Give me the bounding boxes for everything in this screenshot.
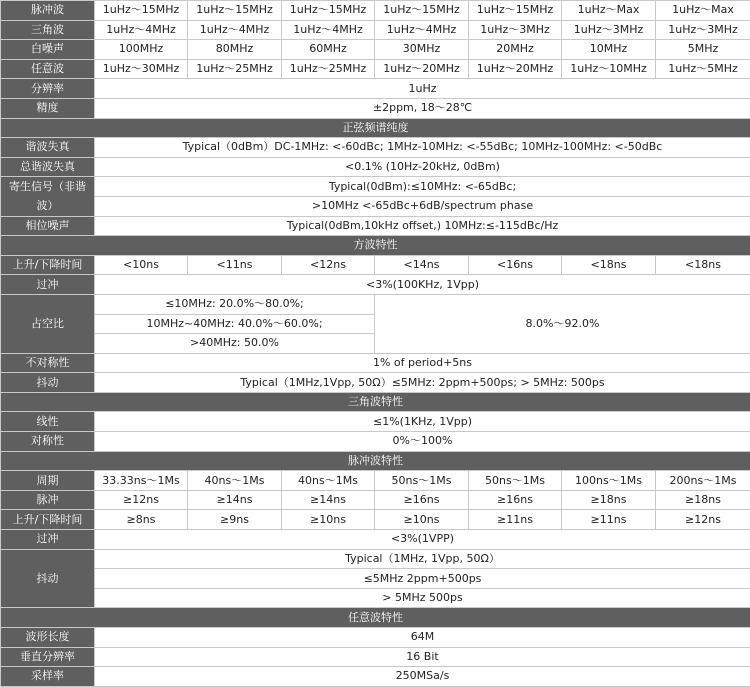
row-harmonic	[1, 138, 750, 158]
row-label: 线性	[1, 412, 95, 432]
row-period	[1, 471, 750, 491]
row-spurious-2	[1, 196, 750, 216]
value-cell: 250MSa/s	[95, 667, 750, 687]
value-cell: 1uHz～4MHz	[188, 20, 282, 40]
row-asymmetry	[1, 353, 750, 373]
value-cell: Typical（1MHz,1Vpp, 50Ω）≤5MHz: 2ppm+500ps; > 5MHz: 500ps	[95, 373, 750, 393]
section-title: 脉冲波特性	[1, 451, 750, 471]
row-label: 谐波失真	[1, 138, 95, 158]
value-cell: 60MHz	[282, 40, 375, 60]
row-pulse-jitter-2	[1, 569, 750, 589]
row-accuracy	[1, 98, 750, 118]
value-cell: 1uHz～4MHz	[282, 20, 375, 40]
row-duty-1	[1, 294, 750, 314]
row-sample-rate	[1, 667, 750, 687]
row-square-jitter	[1, 373, 750, 393]
row-wave-length	[1, 628, 750, 648]
value-cell: Typical(0dBm):≤10MHz: <-65dBc;	[95, 177, 750, 197]
value-cell: <16ns	[469, 255, 562, 275]
value-cell: ≥10ns	[375, 510, 469, 530]
value-cell: ≥16ns	[375, 490, 469, 510]
value-cell: 1uHz～25MHz	[282, 59, 375, 79]
row-label: 白噪声	[1, 40, 95, 60]
value-cell: ≥11ns	[469, 510, 562, 530]
value-cell: 5MHz	[656, 40, 750, 60]
row-label: 周期	[1, 471, 95, 491]
value-cell: 1uHz～30MHz	[95, 59, 188, 79]
row-label: 垂直分辨率	[1, 647, 95, 667]
row-label: 采样率	[1, 667, 95, 687]
row-noise	[1, 40, 750, 60]
value-cell: <3%(100KHz, 1Vpp)	[95, 275, 750, 295]
value-cell: ≤1%(1KHz, 1Vpp)	[95, 412, 750, 432]
section-title: 三角波特性	[1, 392, 750, 412]
value-cell: 1uHz～15MHz	[375, 1, 469, 21]
value-cell: 1uHz～20MHz	[469, 59, 562, 79]
section-title: 任意波特性	[1, 608, 750, 628]
row-pulse-jitter-3	[1, 588, 750, 608]
row-vertical-resolution	[1, 647, 750, 667]
row-label: 过冲	[1, 530, 95, 550]
row-label: 精度	[1, 98, 95, 118]
row-label: 分辨率	[1, 79, 95, 99]
value-cell: 100MHz	[95, 40, 188, 60]
row-label: 相位噪声	[1, 216, 95, 236]
value-cell: ≥10ns	[282, 510, 375, 530]
value-cell: 1uHz～20MHz	[375, 59, 469, 79]
row-label: 上升/下降时间	[1, 510, 95, 530]
value-cell: <11ns	[188, 255, 282, 275]
value-cell: 40ns～1Ms	[188, 471, 282, 491]
value-cell: 1uHz～15MHz	[282, 1, 375, 21]
value-cell: 40ns～1Ms	[282, 471, 375, 491]
row-label: 上升/下降时间	[1, 255, 95, 275]
value-cell: ≥16ns	[469, 490, 562, 510]
section-header-triangle	[1, 392, 750, 412]
row-square-rise-fall	[1, 255, 750, 275]
row-pulse-freq	[1, 1, 750, 21]
value-cell: <0.1% (10Hz-20kHz, 0dBm)	[95, 157, 750, 177]
value-cell: ≥9ns	[188, 510, 282, 530]
value-cell: 10MHz~40MHz: 40.0%～60.0%;	[95, 314, 375, 334]
row-triangle-freq	[1, 20, 750, 40]
row-label: 寄生信号（非谐波）	[1, 177, 95, 216]
row-label: 对称性	[1, 432, 95, 452]
value-cell: >40MHz: 50.0%	[95, 334, 375, 354]
value-cell: Typical（0dBm）DC-1MHz: <-60dBc; 1MHz-10MHz: <-55dBc; 10MHz-100MHz: <-50dBc	[95, 138, 750, 158]
value-cell: 10MHz	[562, 40, 656, 60]
row-resolution	[1, 79, 750, 99]
value-cell: 33.33ns～1Ms	[95, 471, 188, 491]
value-cell: ≥18ns	[656, 490, 750, 510]
value-cell: <18ns	[562, 255, 656, 275]
row-square-overshoot	[1, 275, 750, 295]
value-cell: Typical（1MHz, 1Vpp, 50Ω）	[95, 549, 750, 569]
value-cell: 50ns～1Ms	[469, 471, 562, 491]
row-phase-noise	[1, 216, 750, 236]
value-cell: 1% of period+5ns	[95, 353, 750, 373]
value-cell: 1uHz～25MHz	[188, 59, 282, 79]
value-cell: 1uHz～3MHz	[562, 20, 656, 40]
value-cell: 16 Bit	[95, 647, 750, 667]
row-spurious	[1, 177, 750, 197]
row-label: 三角波	[1, 20, 95, 40]
value-cell: 30MHz	[375, 40, 469, 60]
value-cell: 20MHz	[469, 40, 562, 60]
row-label: 任意波	[1, 59, 95, 79]
row-symmetry	[1, 432, 750, 452]
value-cell: ≥14ns	[188, 490, 282, 510]
section-header-pulse	[1, 451, 750, 471]
value-cell: > 5MHz 500ps	[95, 588, 750, 608]
value-cell: 1uHz～15MHz	[188, 1, 282, 21]
value-cell: ≥14ns	[282, 490, 375, 510]
row-label: 不对称性	[1, 353, 95, 373]
value-cell: 80MHz	[188, 40, 282, 60]
row-linearity	[1, 412, 750, 432]
row-label: 抖动	[1, 373, 95, 393]
value-cell: ≥8ns	[95, 510, 188, 530]
value-cell: 200ns～1Ms	[656, 471, 750, 491]
row-label: 总谐波失真	[1, 157, 95, 177]
value-cell: <12ns	[282, 255, 375, 275]
value-cell: 1uHz～4MHz	[95, 20, 188, 40]
value-cell: 1uHz～10MHz	[562, 59, 656, 79]
value-cell: ≤10MHz: 20.0%～80.0%;	[95, 294, 375, 314]
row-label: 占空比	[1, 294, 95, 353]
row-label: 过冲	[1, 275, 95, 295]
value-cell: <3%(1VPP)	[95, 530, 750, 550]
section-title: 方波特性	[1, 236, 750, 256]
value-cell: 1uHz～15MHz	[469, 1, 562, 21]
value-cell: 1uHz～3MHz	[469, 20, 562, 40]
value-cell: ≤5MHz 2ppm+500ps	[95, 569, 750, 589]
row-label: 波形长度	[1, 628, 95, 648]
value-cell: ±2ppm, 18～28℃	[95, 98, 750, 118]
value-cell: 8.0%～92.0%	[375, 294, 750, 353]
section-header-square	[1, 236, 750, 256]
row-pulse-overshoot	[1, 530, 750, 550]
value-cell: Typical(0dBm,10kHz offset,) 10MHz:≤-115dBc/Hz	[95, 216, 750, 236]
row-pulse-jitter-1	[1, 549, 750, 569]
value-cell: 1uHz～4MHz	[375, 20, 469, 40]
row-label: 脉冲波	[1, 1, 95, 21]
value-cell: 1uHz～Max	[562, 1, 656, 21]
value-cell: 0%～100%	[95, 432, 750, 452]
row-thd	[1, 157, 750, 177]
value-cell: ≥12ns	[95, 490, 188, 510]
value-cell: 100ns～1Ms	[562, 471, 656, 491]
row-label: 抖动	[1, 549, 95, 608]
row-arb-freq	[1, 59, 750, 79]
value-cell: <18ns	[656, 255, 750, 275]
row-label: 脉冲	[1, 490, 95, 510]
section-header-sine	[1, 118, 750, 138]
value-cell: 1uHz～Max	[656, 1, 750, 21]
row-pulse-width	[1, 490, 750, 510]
value-cell: 1uHz～3MHz	[656, 20, 750, 40]
value-cell: 64M	[95, 628, 750, 648]
value-cell: <14ns	[375, 255, 469, 275]
value-cell: 1uHz～15MHz	[95, 1, 188, 21]
row-pulse-rise-fall	[1, 510, 750, 530]
section-header-arb	[1, 608, 750, 628]
value-cell: ≥12ns	[656, 510, 750, 530]
value-cell: ≥11ns	[562, 510, 656, 530]
section-title: 正弦频谱纯度	[1, 118, 750, 138]
value-cell: 50ns～1Ms	[375, 471, 469, 491]
value-cell: 1uHz	[95, 79, 750, 99]
value-cell: ≥18ns	[562, 490, 656, 510]
value-cell: <10ns	[95, 255, 188, 275]
value-cell: 1uHz～5MHz	[656, 59, 750, 79]
value-cell: >10MHz <-65dBc+6dB/spectrum phase	[95, 196, 750, 216]
